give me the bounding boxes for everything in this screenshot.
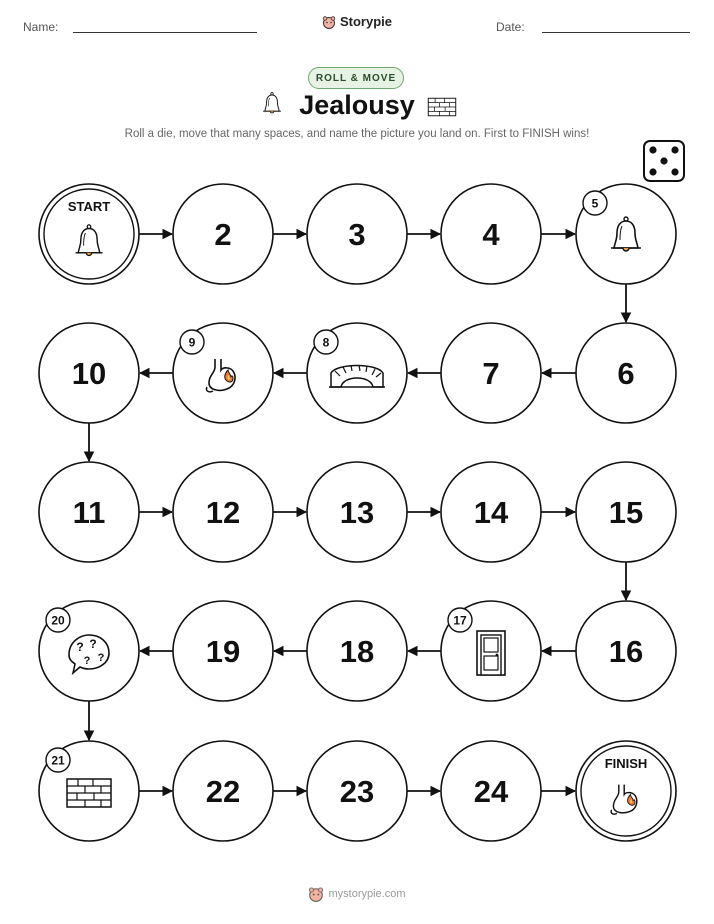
space-number: 2 (214, 217, 232, 252)
space-number: 17 (453, 613, 467, 628)
name-label: Name: (23, 20, 59, 34)
space-18[interactable] (307, 601, 407, 701)
space-23[interactable] (307, 741, 407, 841)
space-4[interactable] (441, 184, 541, 284)
date-label: Date: (496, 20, 525, 34)
die-icon (644, 141, 684, 181)
space-3[interactable] (307, 184, 407, 284)
space-6[interactable] (576, 323, 676, 423)
die-pip (649, 168, 656, 175)
space-number: 14 (473, 495, 509, 530)
space-label: START (67, 199, 111, 214)
space-number: 10 (71, 356, 107, 391)
space-number: 20 (51, 613, 65, 628)
space-number: 6 (617, 356, 635, 391)
space-number: 21 (51, 753, 65, 768)
space-8[interactable] (307, 323, 407, 423)
space-number: 13 (339, 495, 375, 530)
title-bell-icon (263, 93, 281, 113)
space-number: 18 (339, 634, 375, 669)
space-number: 24 (473, 774, 509, 809)
space-number: 5 (591, 196, 599, 211)
space-5[interactable] (576, 184, 676, 284)
space-number: 9 (188, 335, 196, 350)
space-24[interactable] (441, 741, 541, 841)
space-label: FINISH (604, 756, 648, 771)
brick-wall-icon (67, 779, 111, 807)
space-16[interactable] (576, 601, 676, 701)
space-number: 22 (205, 774, 241, 809)
space-21[interactable] (39, 741, 139, 841)
space-number: 11 (72, 495, 106, 530)
die-pip (671, 168, 678, 175)
space-number: 23 (339, 774, 375, 809)
footer-site: mystorypie.com (328, 888, 406, 900)
space-number: 19 (205, 634, 241, 669)
title-brick-wall-icon (428, 98, 456, 116)
die-pip (649, 146, 656, 153)
space-20[interactable] (39, 601, 139, 701)
space-number: 8 (322, 335, 330, 350)
space-15[interactable] (576, 462, 676, 562)
space-finish[interactable] (576, 741, 676, 841)
space-number: 4 (482, 217, 500, 252)
space-2[interactable] (173, 184, 273, 284)
die-pip (660, 157, 667, 164)
space-number: 7 (482, 356, 500, 391)
space-17[interactable] (441, 601, 541, 701)
brand-name: Storypie (339, 14, 392, 29)
space-number: 12 (205, 495, 241, 530)
page-title: Jealousy (299, 90, 415, 120)
space-number: 15 (608, 495, 644, 530)
door-icon (477, 631, 505, 675)
space-14[interactable] (441, 462, 541, 562)
space-number: 3 (348, 217, 366, 252)
space-11[interactable] (39, 462, 139, 562)
space-19[interactable] (173, 601, 273, 701)
space-start[interactable] (39, 184, 139, 284)
space-12[interactable] (173, 462, 273, 562)
game-type-badge: ROLL & MOVE (308, 67, 404, 89)
footer (0, 886, 714, 905)
space-number: 16 (608, 634, 644, 669)
instructions: Roll a die, move that many spaces, and name the picture you land on. First to FINISH wins! (124, 128, 590, 140)
space-7[interactable] (441, 323, 541, 423)
storypie-logo-icon (308, 886, 324, 902)
die-pip (671, 146, 678, 153)
space-9[interactable] (173, 323, 273, 423)
space-10[interactable] (39, 323, 139, 423)
space-22[interactable] (173, 741, 273, 841)
space-13[interactable] (307, 462, 407, 562)
